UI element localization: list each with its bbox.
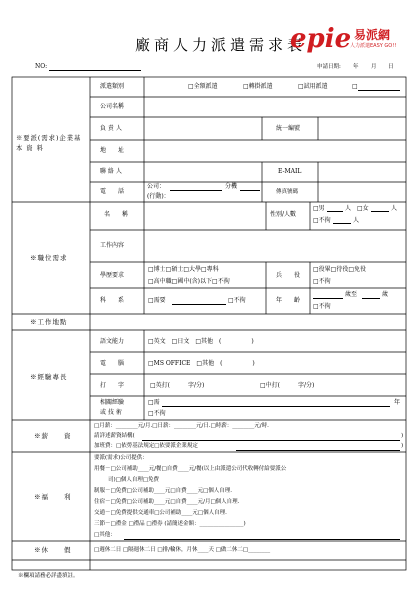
typing-english-option[interactable]: □英打( 字/分) bbox=[150, 382, 205, 389]
welfare-uniform[interactable]: 制服－□免費□公司補助____元□自費____元□個人自理. bbox=[94, 488, 233, 494]
section-welfare: ※福 利 bbox=[34, 493, 72, 501]
age-any-checkbox[interactable]: □不拘 bbox=[313, 303, 331, 310]
salary-types[interactable]: □月薪：________元/月.□日薪：________元/日.□時薪：________元/時. bbox=[94, 423, 269, 429]
section-skills: ※經驗專長 bbox=[30, 373, 68, 381]
gender-any-checkbox[interactable]: □不拘 bbox=[313, 217, 331, 224]
language-options[interactable]: □英文 □日文 □其他 ( ) bbox=[148, 338, 254, 345]
welfare-housing[interactable]: 住宿－□免費□公司補助____元□自費____元/月□個人自理. bbox=[94, 499, 240, 505]
gender-male-count[interactable] bbox=[327, 211, 343, 212]
welfare-intro: 要派(需求)公司提供： bbox=[94, 455, 148, 461]
form-title: 廠商人力派遣需求表 bbox=[135, 36, 307, 54]
section-company-info: ※要派(需求)企業基 本 資 料 bbox=[16, 135, 82, 152]
tax-id-label: 統一編號 bbox=[276, 125, 301, 132]
age-range-unit: 歲 bbox=[382, 291, 389, 298]
section-holiday: ※休 假 bbox=[34, 546, 72, 554]
job-title-label: 名 稱 bbox=[104, 211, 129, 218]
age-min-field[interactable] bbox=[313, 298, 343, 299]
company-name-label: 公司名稱 bbox=[100, 103, 125, 110]
phone-mobile-label: (行動)： bbox=[147, 193, 170, 200]
education-options-row2[interactable]: □高中職□國中(含)以下□不拘 bbox=[148, 278, 230, 285]
military-options-row2[interactable]: □不拘 bbox=[313, 278, 331, 285]
gender-female-unit: 人 bbox=[391, 205, 398, 212]
gender-female-checkbox[interactable]: □女 bbox=[357, 205, 369, 212]
language-label: 語文能力 bbox=[100, 338, 125, 345]
department-any-checkbox[interactable]: □不拘 bbox=[228, 297, 246, 304]
typing-label: 打 字 bbox=[100, 382, 125, 389]
typing-chinese-option[interactable]: □中打( 字/分) bbox=[260, 382, 315, 389]
department-label: 科 系 bbox=[100, 297, 125, 304]
phone-company-field[interactable] bbox=[170, 190, 222, 191]
apply-date-month: 月 bbox=[371, 64, 377, 70]
phone-company-label: 公司： bbox=[147, 183, 166, 190]
brand-logo-mark: epie bbox=[290, 24, 352, 54]
experience-year-unit: 年 bbox=[394, 399, 401, 406]
welfare-festival[interactable]: 三節－□禮金 □禮品 □禮券 (請簡述金額：________________) bbox=[94, 521, 246, 527]
dispatch-other-checkbox[interactable]: □ bbox=[352, 83, 358, 90]
salary-structure-close: ) bbox=[401, 433, 404, 439]
gender-female-count[interactable] bbox=[371, 211, 389, 212]
dispatch-full-checkbox[interactable]: □全額派遣 bbox=[188, 83, 218, 90]
phone-ext-field[interactable] bbox=[240, 190, 260, 191]
phone-label: 電 話 bbox=[100, 188, 125, 195]
welfare-meal-row2[interactable]: 司)□個人自理□免費 bbox=[108, 477, 160, 483]
job-content-label: 工作內容 bbox=[100, 242, 125, 249]
computer-options[interactable]: □MS OFFICE □其他 ( ) bbox=[148, 360, 255, 367]
gender-any-count[interactable] bbox=[333, 223, 351, 224]
welfare-other-field[interactable] bbox=[124, 539, 400, 540]
computer-label: 電 腦 bbox=[100, 360, 125, 367]
gender-male-unit: 人 bbox=[345, 205, 352, 212]
gender-any-unit: 人 bbox=[353, 217, 360, 224]
dispatch-transfer-checkbox[interactable]: □轉掛派遣 bbox=[243, 83, 273, 90]
section-work-location: ※工作地點 bbox=[30, 318, 68, 326]
education-options-row1[interactable]: □博士□碩士□大學□專科 bbox=[148, 266, 219, 273]
experience-label-line1: 相關經驗 bbox=[100, 399, 125, 406]
welfare-transport[interactable]: 交通－□免費提供交通車□公司補助____元□個人自理. bbox=[94, 510, 227, 516]
military-service-label: 兵 役 bbox=[276, 272, 301, 279]
email-label: E-MAIL bbox=[278, 168, 302, 175]
dispatch-other-field[interactable] bbox=[358, 90, 400, 91]
military-options-row1[interactable]: □役畢□待役□免役 bbox=[313, 266, 367, 273]
age-label: 年 齡 bbox=[276, 297, 301, 304]
holiday-options[interactable]: □週休二日 □隔週休二日 □排/輪休，月休____天 □做二休二□________ bbox=[94, 547, 271, 553]
phone-ext-label: 分機 bbox=[225, 183, 238, 190]
age-range-to: 歲至 bbox=[345, 291, 358, 298]
fax-label: 傳真號碼 bbox=[276, 189, 299, 195]
section-position: ※職位需求 bbox=[30, 254, 68, 262]
experience-required-checkbox[interactable]: □需 bbox=[148, 399, 160, 406]
age-max-field[interactable] bbox=[362, 298, 380, 299]
apply-date-label: 申請日期: bbox=[317, 64, 341, 70]
salary-structure-field[interactable] bbox=[142, 440, 400, 441]
experience-label-line2: 或 技 術 bbox=[100, 409, 122, 416]
footer-note: ※欄項請務必詳盡填註。 bbox=[18, 573, 79, 579]
section-salary: ※薪 資 bbox=[34, 432, 72, 440]
education-label: 學歷要求 bbox=[100, 272, 125, 279]
department-required-checkbox[interactable]: □需要 bbox=[148, 297, 166, 304]
brand-logo-name: 易派網 bbox=[354, 28, 391, 42]
apply-date-year: 年 bbox=[353, 64, 359, 70]
gender-male-checkbox[interactable]: □男 bbox=[313, 205, 325, 212]
apply-date-day: 日 bbox=[388, 64, 394, 70]
gender-count-label: 性別/人數 bbox=[270, 211, 297, 218]
welfare-other[interactable]: □其他： bbox=[94, 532, 116, 538]
overtime-close: ) bbox=[401, 443, 404, 449]
welfare-meal-row1[interactable]: 用餐－□公司補助____元/餐□自費____元/餐(以上由派遣公司代收轉付給要派公 bbox=[94, 466, 287, 472]
owner-label: 負 責 人 bbox=[100, 125, 122, 132]
contact-person-label: 聯 絡 人 bbox=[100, 168, 122, 175]
department-field[interactable] bbox=[172, 304, 226, 305]
overtime-field[interactable] bbox=[236, 450, 400, 451]
address-label: 地 址 bbox=[100, 147, 125, 154]
brand-logo-tagline: 人力派遣EASY GO!! bbox=[350, 43, 397, 49]
experience-field[interactable] bbox=[162, 406, 390, 407]
experience-any-checkbox[interactable]: □不拘 bbox=[148, 410, 166, 417]
dispatch-trial-checkbox[interactable]: □試用派遣 bbox=[298, 83, 328, 90]
dispatch-type-label: 派遣類別 bbox=[100, 83, 125, 90]
salary-structure-label: 請詳述薪資結構( bbox=[94, 433, 135, 439]
form-number-label: NO: bbox=[35, 63, 48, 70]
overtime-options[interactable]: 加班費：□依勞基法規定□依要派企業規定 bbox=[94, 443, 198, 449]
